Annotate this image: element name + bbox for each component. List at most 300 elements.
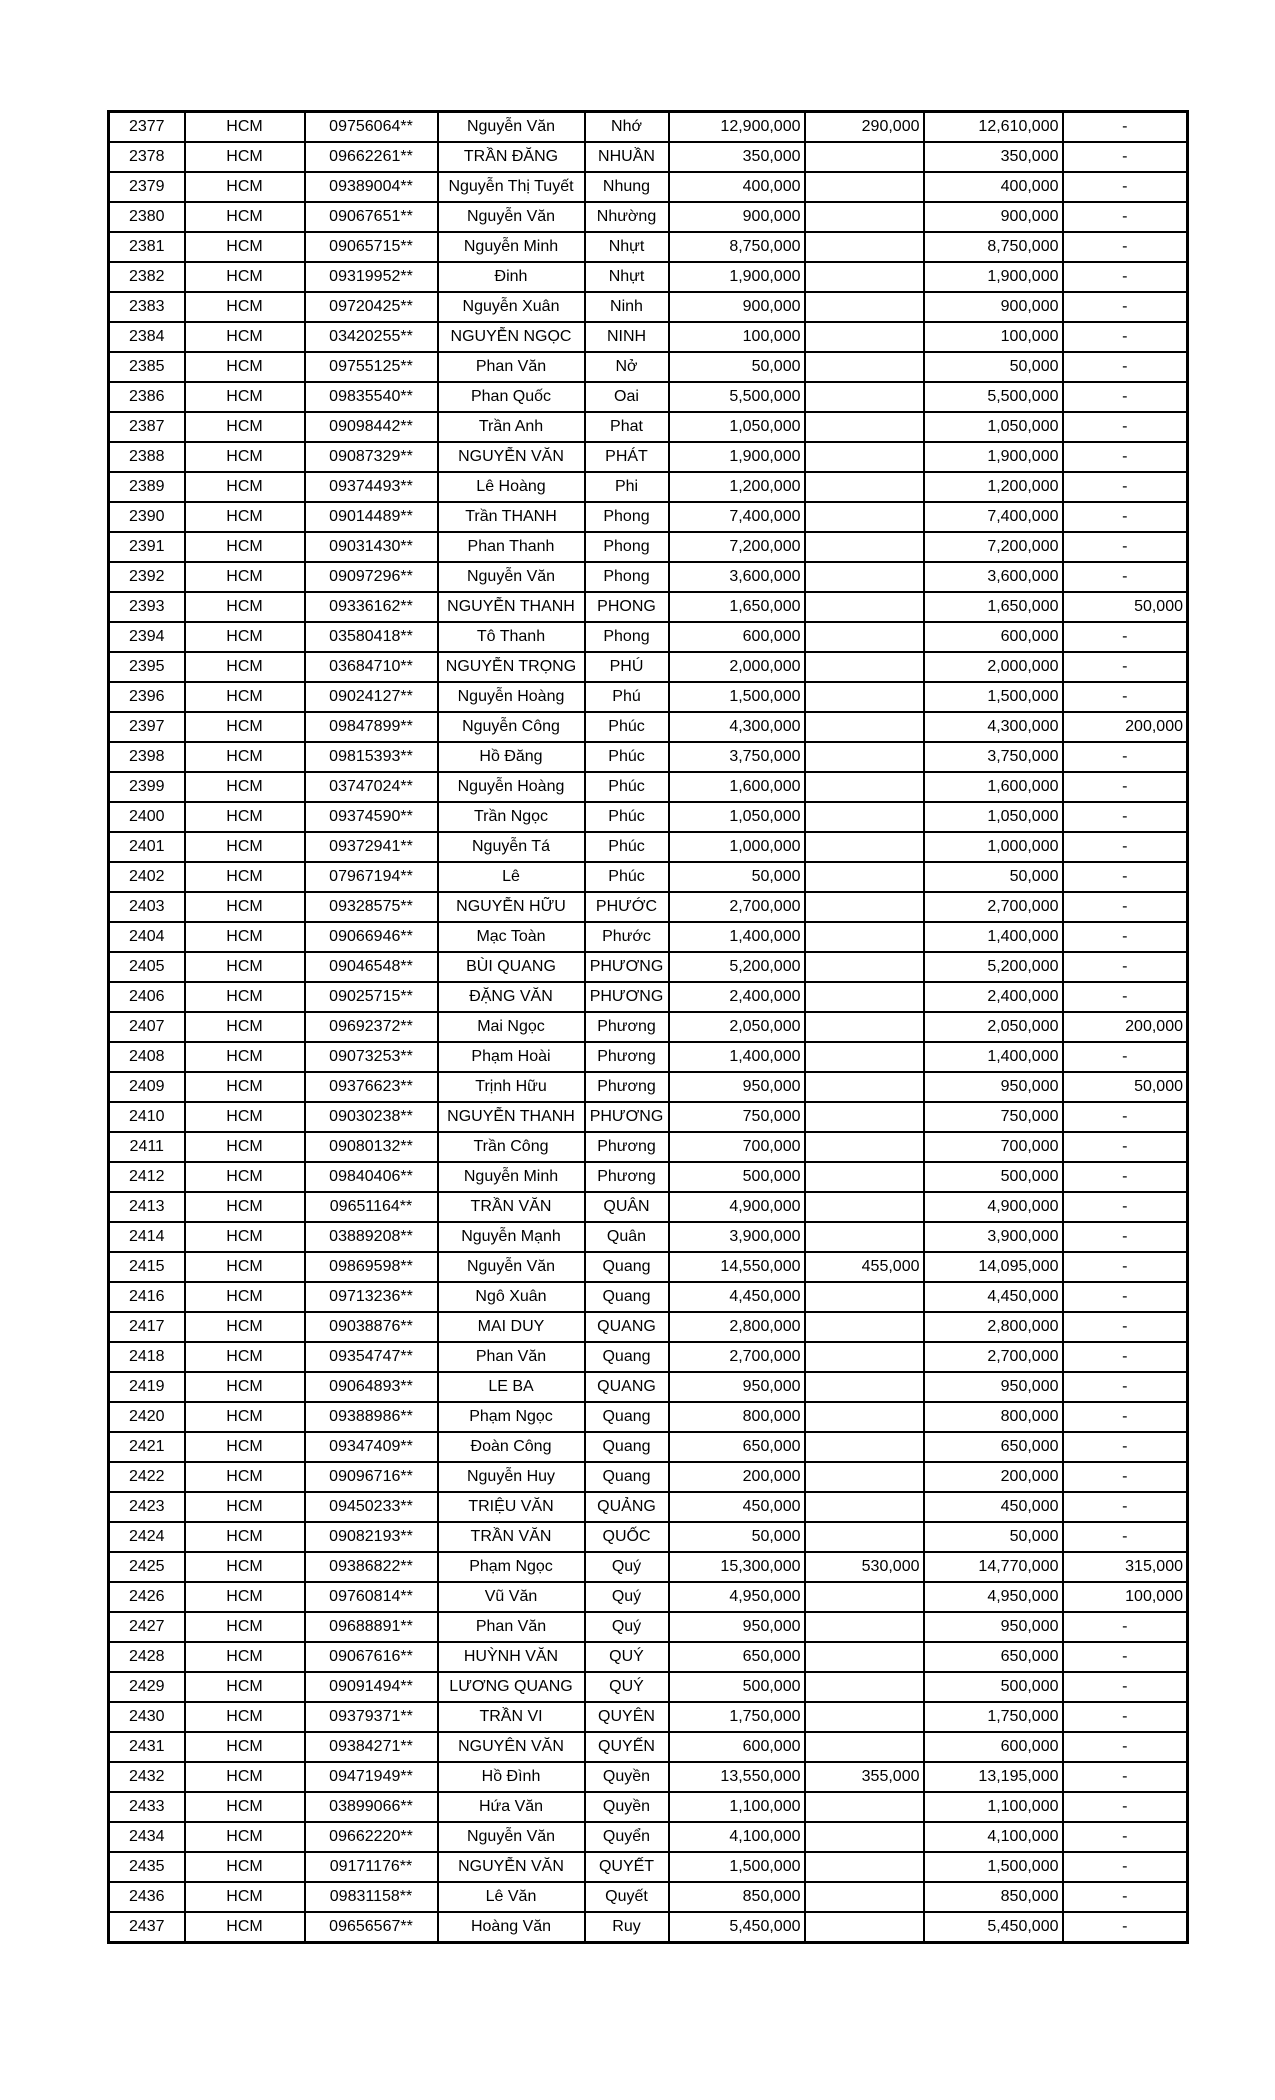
- cell-row-no: 2382: [109, 262, 185, 292]
- table-row: [109, 1312, 1188, 1342]
- cell-phone-masked: 09869598**: [305, 1252, 438, 1282]
- cell-deduction: [805, 472, 924, 502]
- cell-phone-masked: 09067616**: [305, 1642, 438, 1672]
- cell-region: HCM: [185, 172, 305, 202]
- cell-name: Mai Ngọc: [438, 1012, 585, 1042]
- cell-phone-masked: 03899066**: [305, 1792, 438, 1822]
- cell-phone-masked: 09097296**: [305, 562, 438, 592]
- cell-deduction: [805, 142, 924, 172]
- cell-phone-masked: 09651164**: [305, 1192, 438, 1222]
- cell-amount: 50,000: [669, 862, 805, 892]
- cell-net-amount: 1,750,000: [924, 1702, 1063, 1732]
- table-row: [109, 532, 1188, 562]
- cell-phone-masked: 09376623**: [305, 1072, 438, 1102]
- table-row: [109, 142, 1188, 172]
- cell-last-name: Phong: [585, 562, 669, 592]
- cell-last-name: Quân: [585, 1222, 669, 1252]
- cell-deduction: [805, 202, 924, 232]
- cell-row-no: 2401: [109, 832, 185, 862]
- cell-region: HCM: [185, 1672, 305, 1702]
- cell-other-amount: -: [1063, 1762, 1188, 1792]
- table-row: [109, 1582, 1188, 1612]
- cell-region: HCM: [185, 922, 305, 952]
- cell-region: HCM: [185, 562, 305, 592]
- cell-row-no: 2414: [109, 1222, 185, 1252]
- cell-row-no: 2431: [109, 1732, 185, 1762]
- cell-region: HCM: [185, 1282, 305, 1312]
- cell-row-no: 2409: [109, 1072, 185, 1102]
- cell-net-amount: 1,050,000: [924, 802, 1063, 832]
- cell-name: Lê Hoàng: [438, 472, 585, 502]
- cell-phone-masked: 09815393**: [305, 742, 438, 772]
- cell-name: HUỲNH VĂN: [438, 1642, 585, 1672]
- cell-deduction: [805, 742, 924, 772]
- cell-phone-masked: 09662261**: [305, 142, 438, 172]
- cell-other-amount: -: [1063, 1912, 1188, 1943]
- cell-amount: 1,600,000: [669, 772, 805, 802]
- cell-other-amount: -: [1063, 1372, 1188, 1402]
- cell-other-amount: -: [1063, 1702, 1188, 1732]
- table-row: [109, 262, 1188, 292]
- cell-net-amount: 4,300,000: [924, 712, 1063, 742]
- cell-region: HCM: [185, 352, 305, 382]
- cell-region: HCM: [185, 1222, 305, 1252]
- table-row: [109, 742, 1188, 772]
- cell-last-name: Ruy: [585, 1912, 669, 1943]
- table-row: [109, 232, 1188, 262]
- cell-last-name: Phi: [585, 472, 669, 502]
- table-row: [109, 1612, 1188, 1642]
- cell-net-amount: 650,000: [924, 1432, 1063, 1462]
- cell-last-name: Quang: [585, 1282, 669, 1312]
- cell-row-no: 2386: [109, 382, 185, 412]
- cell-name: NGUYỄN THANH: [438, 1102, 585, 1132]
- cell-other-amount: 50,000: [1063, 1072, 1188, 1102]
- cell-net-amount: 950,000: [924, 1072, 1063, 1102]
- cell-name: Trịnh Hữu: [438, 1072, 585, 1102]
- cell-other-amount: -: [1063, 202, 1188, 232]
- cell-last-name: QUYÊN: [585, 1702, 669, 1732]
- cell-other-amount: 100,000: [1063, 1582, 1188, 1612]
- cell-last-name: QUÝ: [585, 1642, 669, 1672]
- cell-other-amount: -: [1063, 1192, 1188, 1222]
- cell-other-amount: -: [1063, 1852, 1188, 1882]
- cell-name: Lê Văn: [438, 1882, 585, 1912]
- cell-net-amount: 4,450,000: [924, 1282, 1063, 1312]
- cell-phone-masked: 09082193**: [305, 1522, 438, 1552]
- cell-last-name: Phương: [585, 1012, 669, 1042]
- cell-region: HCM: [185, 412, 305, 442]
- cell-other-amount: -: [1063, 622, 1188, 652]
- cell-net-amount: 50,000: [924, 352, 1063, 382]
- table-row: [109, 1432, 1188, 1462]
- cell-region: HCM: [185, 742, 305, 772]
- cell-net-amount: 2,050,000: [924, 1012, 1063, 1042]
- table-row: [109, 1252, 1188, 1282]
- cell-amount: 5,200,000: [669, 952, 805, 982]
- table-row: [109, 292, 1188, 322]
- cell-phone-masked: 03420255**: [305, 322, 438, 352]
- cell-name: Vũ Văn: [438, 1582, 585, 1612]
- cell-last-name: Oai: [585, 382, 669, 412]
- cell-row-no: 2377: [109, 112, 185, 143]
- cell-amount: 1,400,000: [669, 1042, 805, 1072]
- cell-row-no: 2394: [109, 622, 185, 652]
- cell-name: MAI DUY: [438, 1312, 585, 1342]
- cell-row-no: 2430: [109, 1702, 185, 1732]
- table-row: [109, 1702, 1188, 1732]
- cell-name: Tô Thanh: [438, 622, 585, 652]
- cell-other-amount: -: [1063, 1732, 1188, 1762]
- cell-region: HCM: [185, 1192, 305, 1222]
- cell-name: Nguyễn Hoàng: [438, 772, 585, 802]
- cell-deduction: [805, 1822, 924, 1852]
- table-row: [109, 1162, 1188, 1192]
- cell-region: HCM: [185, 1162, 305, 1192]
- cell-region: HCM: [185, 1822, 305, 1852]
- cell-deduction: [805, 892, 924, 922]
- cell-other-amount: -: [1063, 262, 1188, 292]
- table-row: [109, 1522, 1188, 1552]
- cell-region: HCM: [185, 1132, 305, 1162]
- cell-row-no: 2393: [109, 592, 185, 622]
- cell-region: HCM: [185, 1882, 305, 1912]
- table-row: [109, 802, 1188, 832]
- cell-phone-masked: 09096716**: [305, 1462, 438, 1492]
- cell-other-amount: -: [1063, 922, 1188, 952]
- cell-last-name: QUÂN: [585, 1192, 669, 1222]
- cell-other-amount: -: [1063, 892, 1188, 922]
- cell-row-no: 2399: [109, 772, 185, 802]
- cell-phone-masked: 09840406**: [305, 1162, 438, 1192]
- cell-last-name: PHƯƠNG: [585, 952, 669, 982]
- cell-amount: 14,550,000: [669, 1252, 805, 1282]
- cell-other-amount: -: [1063, 1102, 1188, 1132]
- cell-other-amount: -: [1063, 832, 1188, 862]
- cell-amount: 1,500,000: [669, 682, 805, 712]
- cell-other-amount: -: [1063, 172, 1188, 202]
- cell-amount: 450,000: [669, 1492, 805, 1522]
- cell-other-amount: -: [1063, 1492, 1188, 1522]
- cell-last-name: Nở: [585, 352, 669, 382]
- cell-row-no: 2436: [109, 1882, 185, 1912]
- cell-amount: 50,000: [669, 1522, 805, 1552]
- cell-deduction: [805, 322, 924, 352]
- cell-phone-masked: 09067651**: [305, 202, 438, 232]
- table-row: [109, 1342, 1188, 1372]
- cell-amount: 200,000: [669, 1462, 805, 1492]
- cell-phone-masked: 09065715**: [305, 232, 438, 262]
- cell-last-name: Quý: [585, 1612, 669, 1642]
- cell-amount: 4,100,000: [669, 1822, 805, 1852]
- table-row: [109, 1192, 1188, 1222]
- cell-deduction: [805, 352, 924, 382]
- cell-net-amount: 700,000: [924, 1132, 1063, 1162]
- table-row: [109, 1282, 1188, 1312]
- cell-row-no: 2406: [109, 982, 185, 1012]
- cell-row-no: 2426: [109, 1582, 185, 1612]
- cell-region: HCM: [185, 682, 305, 712]
- cell-name: Phan Văn: [438, 1342, 585, 1372]
- cell-last-name: Phat: [585, 412, 669, 442]
- cell-last-name: Quyền: [585, 1762, 669, 1792]
- cell-other-amount: -: [1063, 1222, 1188, 1252]
- table-row: [109, 1822, 1188, 1852]
- cell-name: NGUYỄN TRỌNG: [438, 652, 585, 682]
- cell-other-amount: -: [1063, 1402, 1188, 1432]
- cell-last-name: PHƯƠNG: [585, 1102, 669, 1132]
- cell-last-name: Quang: [585, 1462, 669, 1492]
- cell-name: Hồ Đăng: [438, 742, 585, 772]
- cell-row-no: 2405: [109, 952, 185, 982]
- cell-net-amount: 1,900,000: [924, 262, 1063, 292]
- cell-amount: 400,000: [669, 172, 805, 202]
- cell-name: Trần Ngọc: [438, 802, 585, 832]
- cell-net-amount: 100,000: [924, 322, 1063, 352]
- cell-name: Nguyễn Xuân: [438, 292, 585, 322]
- cell-last-name: Phong: [585, 502, 669, 532]
- cell-row-no: 2404: [109, 922, 185, 952]
- cell-net-amount: 950,000: [924, 1612, 1063, 1642]
- cell-net-amount: 4,100,000: [924, 1822, 1063, 1852]
- cell-region: HCM: [185, 112, 305, 143]
- cell-amount: 1,000,000: [669, 832, 805, 862]
- cell-name: Đinh: [438, 262, 585, 292]
- cell-amount: 4,300,000: [669, 712, 805, 742]
- cell-amount: 500,000: [669, 1162, 805, 1192]
- cell-deduction: [805, 262, 924, 292]
- cell-last-name: Quang: [585, 1432, 669, 1462]
- cell-phone-masked: 09720425**: [305, 292, 438, 322]
- cell-phone-masked: 09336162**: [305, 592, 438, 622]
- cell-other-amount: -: [1063, 1612, 1188, 1642]
- cell-amount: 5,500,000: [669, 382, 805, 412]
- cell-region: HCM: [185, 262, 305, 292]
- cell-region: HCM: [185, 952, 305, 982]
- cell-phone-masked: 09372941**: [305, 832, 438, 862]
- cell-net-amount: 1,050,000: [924, 412, 1063, 442]
- cell-last-name: Phong: [585, 622, 669, 652]
- cell-phone-masked: 09025715**: [305, 982, 438, 1012]
- cell-phone-masked: 09347409**: [305, 1432, 438, 1462]
- cell-name: Phan Thanh: [438, 532, 585, 562]
- cell-name: Phan Quốc: [438, 382, 585, 412]
- cell-row-no: 2400: [109, 802, 185, 832]
- cell-region: HCM: [185, 292, 305, 322]
- cell-phone-masked: 09692372**: [305, 1012, 438, 1042]
- table-row: [109, 1732, 1188, 1762]
- cell-last-name: Phúc: [585, 772, 669, 802]
- cell-amount: 600,000: [669, 1732, 805, 1762]
- cell-other-amount: -: [1063, 322, 1188, 352]
- cell-region: HCM: [185, 1792, 305, 1822]
- cell-other-amount: -: [1063, 1162, 1188, 1192]
- table-row: [109, 1552, 1188, 1582]
- cell-deduction: [805, 622, 924, 652]
- cell-name: NGUYỄN VĂN: [438, 442, 585, 472]
- cell-phone-masked: 09389004**: [305, 172, 438, 202]
- cell-region: HCM: [185, 322, 305, 352]
- cell-other-amount: -: [1063, 472, 1188, 502]
- table-row: [109, 202, 1188, 232]
- cell-deduction: [805, 502, 924, 532]
- cell-amount: 700,000: [669, 1132, 805, 1162]
- cell-row-no: 2421: [109, 1432, 185, 1462]
- cell-deduction: [805, 1612, 924, 1642]
- cell-region: HCM: [185, 532, 305, 562]
- cell-region: HCM: [185, 1252, 305, 1282]
- cell-name: NGUYỄN NGỌC: [438, 322, 585, 352]
- cell-amount: 850,000: [669, 1882, 805, 1912]
- cell-other-amount: -: [1063, 862, 1188, 892]
- cell-amount: 100,000: [669, 322, 805, 352]
- cell-net-amount: 50,000: [924, 862, 1063, 892]
- cell-row-no: 2403: [109, 892, 185, 922]
- cell-other-amount: -: [1063, 682, 1188, 712]
- cell-region: HCM: [185, 652, 305, 682]
- cell-phone-masked: 09038876**: [305, 1312, 438, 1342]
- cell-deduction: [805, 232, 924, 262]
- cell-amount: 1,900,000: [669, 262, 805, 292]
- cell-other-amount: -: [1063, 742, 1188, 772]
- cell-amount: 4,950,000: [669, 1582, 805, 1612]
- cell-row-no: 2381: [109, 232, 185, 262]
- cell-last-name: Quý: [585, 1582, 669, 1612]
- table-row: [109, 1222, 1188, 1252]
- table-row: [109, 682, 1188, 712]
- cell-other-amount: 315,000: [1063, 1552, 1188, 1582]
- cell-last-name: QUẢNG: [585, 1492, 669, 1522]
- cell-region: HCM: [185, 1012, 305, 1042]
- cell-region: HCM: [185, 142, 305, 172]
- cell-net-amount: 1,600,000: [924, 772, 1063, 802]
- cell-other-amount: -: [1063, 142, 1188, 172]
- cell-name: Hứa Văn: [438, 1792, 585, 1822]
- cell-net-amount: 4,900,000: [924, 1192, 1063, 1222]
- cell-row-no: 2388: [109, 442, 185, 472]
- cell-name: Phạm Ngọc: [438, 1402, 585, 1432]
- cell-name: Nguyễn Tá: [438, 832, 585, 862]
- cell-row-no: 2429: [109, 1672, 185, 1702]
- cell-phone-masked: 09374590**: [305, 802, 438, 832]
- table-row: [109, 1042, 1188, 1072]
- cell-other-amount: -: [1063, 112, 1188, 143]
- cell-row-no: 2396: [109, 682, 185, 712]
- cell-phone-masked: 09450233**: [305, 1492, 438, 1522]
- cell-net-amount: 12,610,000: [924, 112, 1063, 143]
- cell-name: NGUYỄN VĂN: [438, 1852, 585, 1882]
- cell-amount: 950,000: [669, 1612, 805, 1642]
- cell-row-no: 2423: [109, 1492, 185, 1522]
- cell-phone-masked: 03889208**: [305, 1222, 438, 1252]
- cell-row-no: 2432: [109, 1762, 185, 1792]
- cell-deduction: [805, 1312, 924, 1342]
- cell-name: Trần THANH: [438, 502, 585, 532]
- cell-last-name: PHƯƠNG: [585, 982, 669, 1012]
- cell-other-amount: -: [1063, 1792, 1188, 1822]
- payments-table: [107, 110, 1189, 1944]
- table-row: [109, 1792, 1188, 1822]
- cell-row-no: 2391: [109, 532, 185, 562]
- table-row: [109, 1132, 1188, 1162]
- cell-amount: 2,400,000: [669, 982, 805, 1012]
- cell-last-name: Phúc: [585, 862, 669, 892]
- cell-phone-masked: 09713236**: [305, 1282, 438, 1312]
- cell-phone-masked: 09756064**: [305, 112, 438, 143]
- cell-name: Mạc Toàn: [438, 922, 585, 952]
- cell-last-name: QUỐC: [585, 1522, 669, 1552]
- cell-amount: 2,000,000: [669, 652, 805, 682]
- cell-deduction: [805, 1432, 924, 1462]
- cell-deduction: [805, 1402, 924, 1432]
- cell-row-no: 2422: [109, 1462, 185, 1492]
- cell-net-amount: 2,700,000: [924, 1342, 1063, 1372]
- cell-row-no: 2435: [109, 1852, 185, 1882]
- cell-name: Nguyễn Thị Tuyết: [438, 172, 585, 202]
- cell-name: ĐẶNG VĂN: [438, 982, 585, 1012]
- cell-net-amount: 850,000: [924, 1882, 1063, 1912]
- cell-name: Đoàn Công: [438, 1432, 585, 1462]
- cell-net-amount: 1,000,000: [924, 832, 1063, 862]
- cell-name: TRẦN VĂN: [438, 1522, 585, 1552]
- cell-net-amount: 50,000: [924, 1522, 1063, 1552]
- cell-region: HCM: [185, 232, 305, 262]
- cell-row-no: 2379: [109, 172, 185, 202]
- cell-phone-masked: 09847899**: [305, 712, 438, 742]
- cell-other-amount: -: [1063, 412, 1188, 442]
- cell-phone-masked: 09064893**: [305, 1372, 438, 1402]
- cell-amount: 4,450,000: [669, 1282, 805, 1312]
- cell-amount: 2,050,000: [669, 1012, 805, 1042]
- table-row: [109, 1912, 1188, 1943]
- cell-row-no: 2417: [109, 1312, 185, 1342]
- cell-other-amount: -: [1063, 1342, 1188, 1372]
- cell-phone-masked: 09831158**: [305, 1882, 438, 1912]
- cell-amount: 600,000: [669, 622, 805, 652]
- cell-other-amount: 200,000: [1063, 712, 1188, 742]
- cell-net-amount: 14,770,000: [924, 1552, 1063, 1582]
- cell-deduction: [805, 1042, 924, 1072]
- cell-amount: 3,600,000: [669, 562, 805, 592]
- cell-name: Nguyễn Văn: [438, 562, 585, 592]
- cell-net-amount: 450,000: [924, 1492, 1063, 1522]
- cell-amount: 950,000: [669, 1072, 805, 1102]
- cell-net-amount: 750,000: [924, 1102, 1063, 1132]
- table-row: [109, 772, 1188, 802]
- cell-phone-masked: 09374493**: [305, 472, 438, 502]
- cell-last-name: QUYẾN: [585, 1732, 669, 1762]
- cell-row-no: 2397: [109, 712, 185, 742]
- cell-deduction: [805, 1192, 924, 1222]
- cell-net-amount: 2,800,000: [924, 1312, 1063, 1342]
- cell-last-name: Nhựt: [585, 262, 669, 292]
- cell-name: TRẦN ĐĂNG: [438, 142, 585, 172]
- cell-name: Lê: [438, 862, 585, 892]
- cell-last-name: Phương: [585, 1132, 669, 1162]
- cell-region: HCM: [185, 832, 305, 862]
- cell-net-amount: 200,000: [924, 1462, 1063, 1492]
- cell-last-name: QUANG: [585, 1312, 669, 1342]
- cell-net-amount: 500,000: [924, 1162, 1063, 1192]
- cell-region: HCM: [185, 622, 305, 652]
- cell-last-name: Nhung: [585, 172, 669, 202]
- cell-region: HCM: [185, 1852, 305, 1882]
- cell-region: HCM: [185, 1372, 305, 1402]
- cell-last-name: Quang: [585, 1252, 669, 1282]
- cell-net-amount: 1,400,000: [924, 1042, 1063, 1072]
- cell-net-amount: 1,400,000: [924, 922, 1063, 952]
- cell-deduction: [805, 952, 924, 982]
